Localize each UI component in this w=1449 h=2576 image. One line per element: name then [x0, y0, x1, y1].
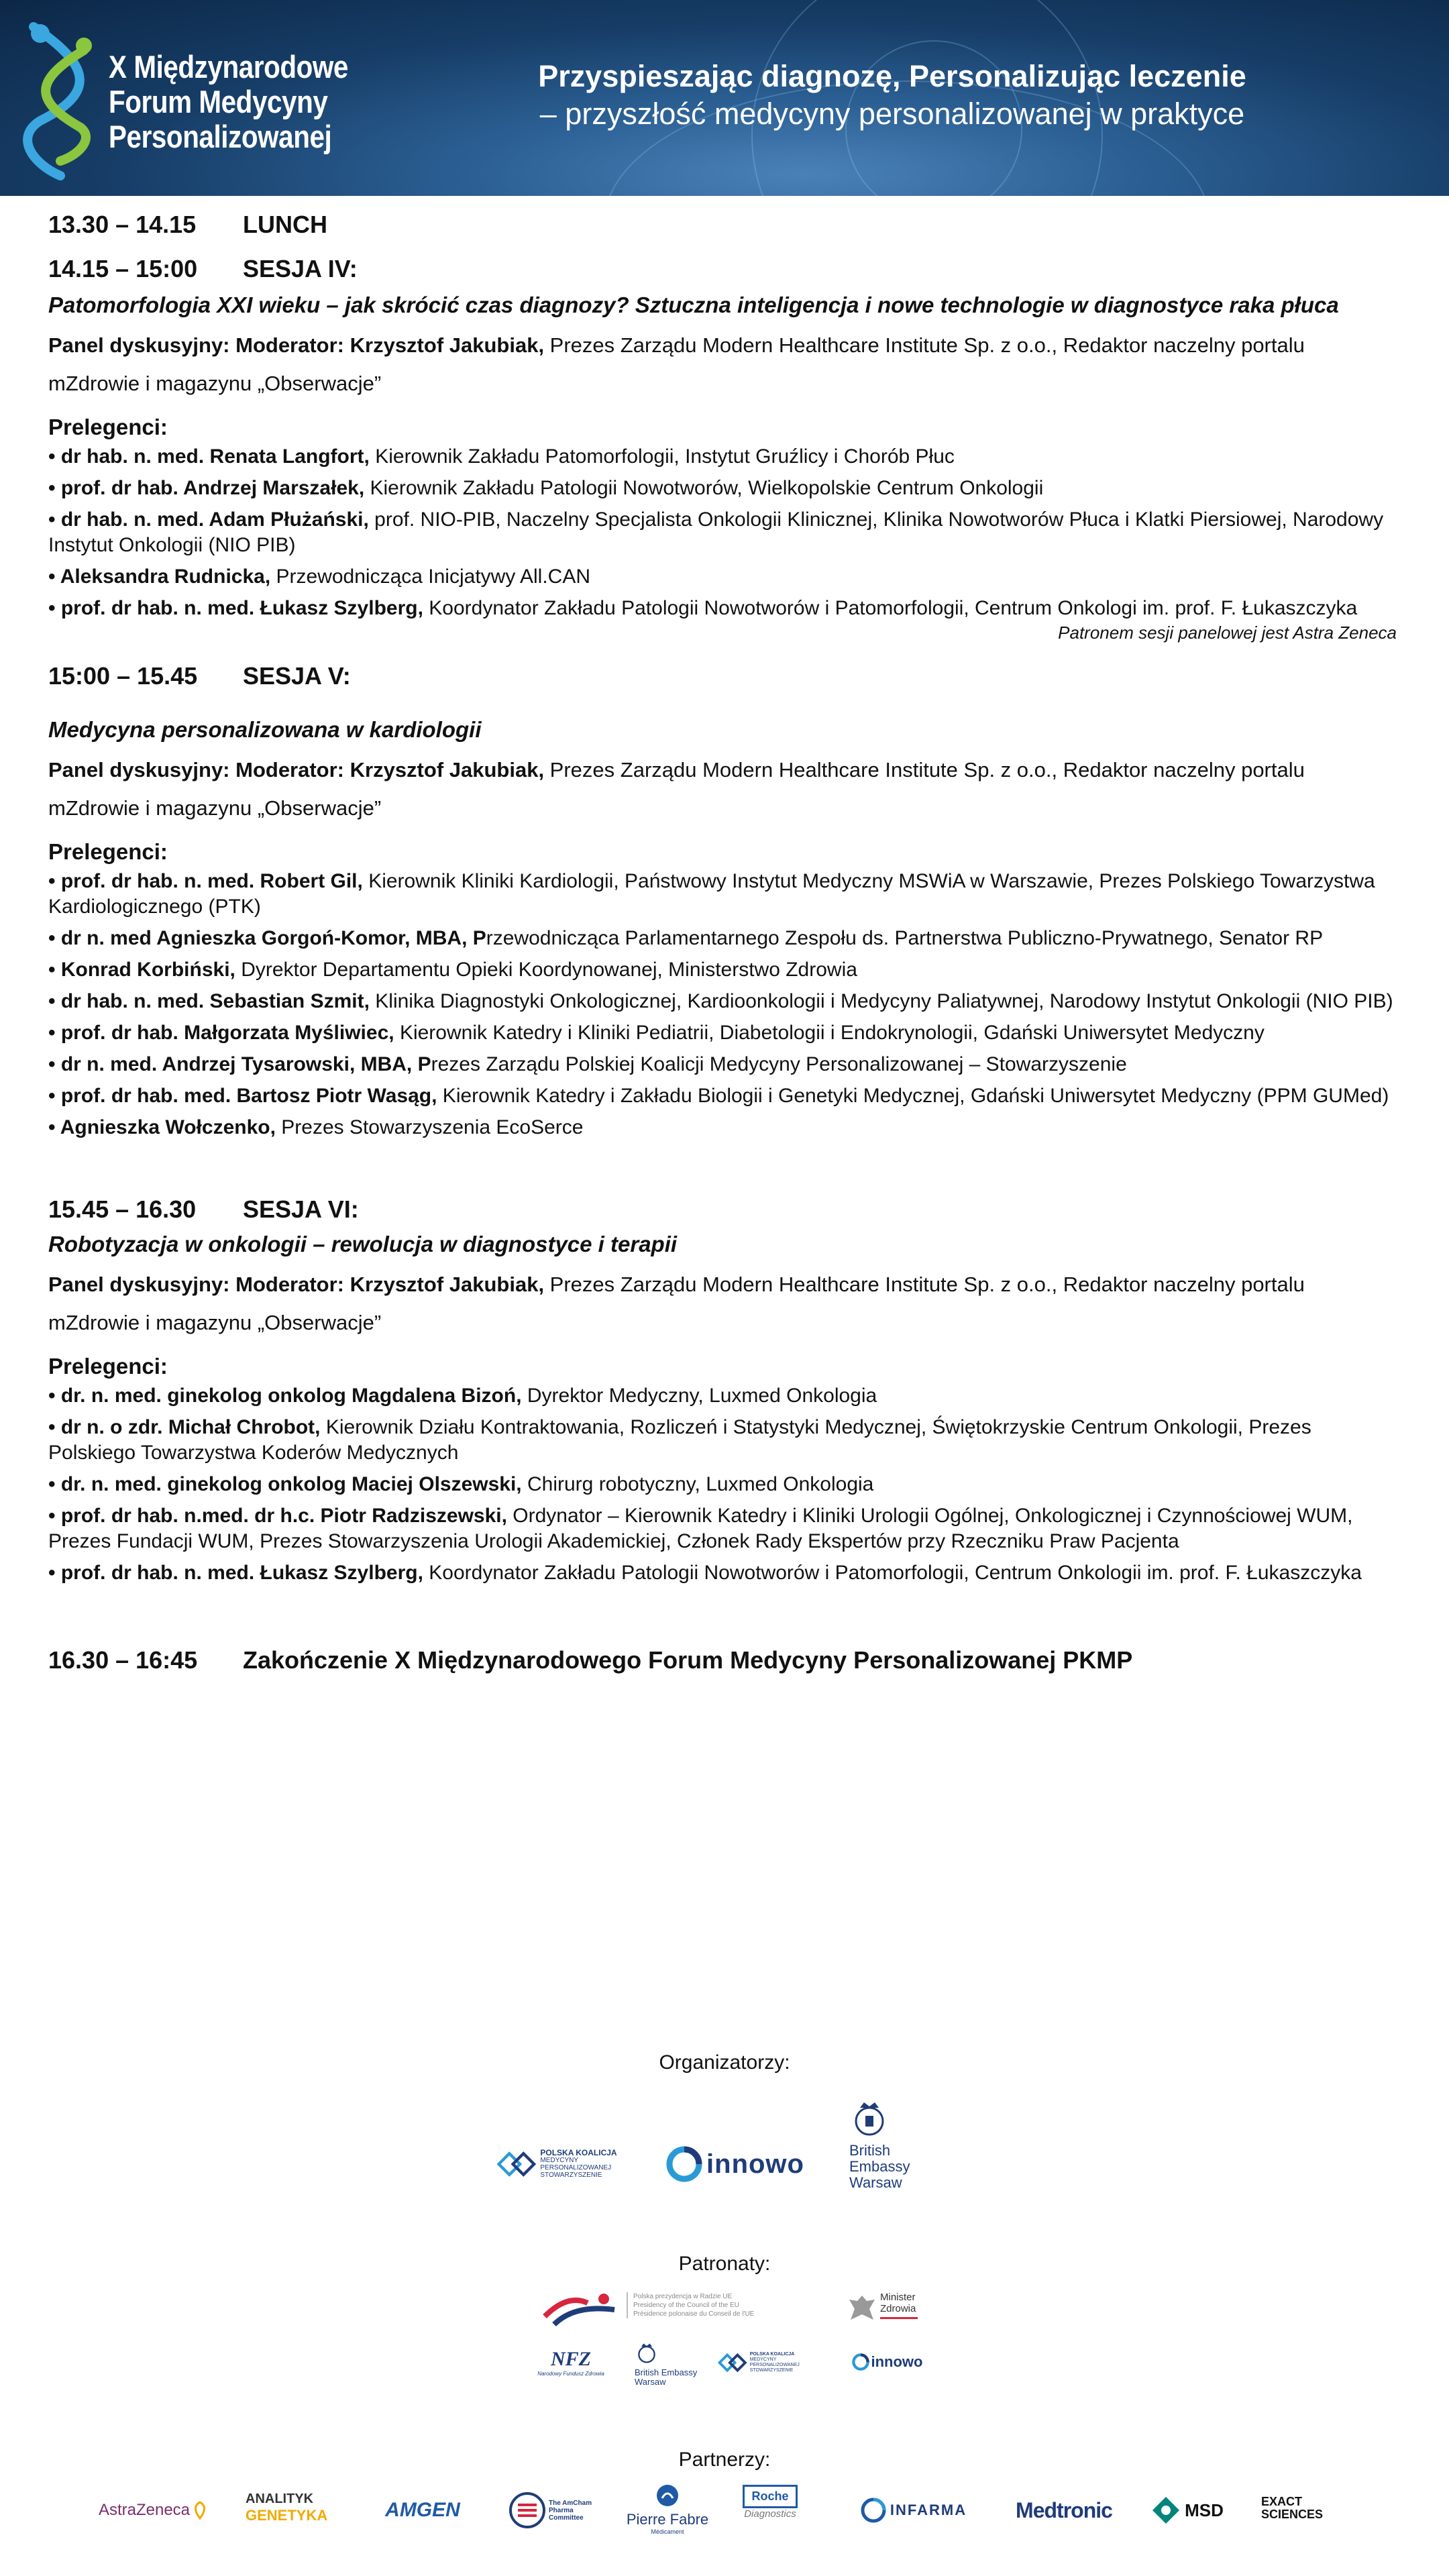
speaker-role: Kierownik Katedry i Zakładu Biologii i Genetyki Medycznej, Gdański Uniwersytet Medyczny (PPM GUMed) [437, 1085, 1389, 1107]
panel-description [48, 751, 1397, 827]
speaker-name: • prof. dr hab. n. med. Łukasz Szylberg, [48, 597, 423, 619]
slogan-line-1: Przyspieszając diagnozę, Personalizując leczenie [538, 59, 1246, 93]
speaker-item [48, 1115, 1397, 1140]
speaker-item [48, 1020, 1397, 1046]
eu-presidency-logo [541, 2290, 822, 2330]
panel-description [48, 326, 1397, 402]
speaker-item [48, 564, 1397, 590]
session-title: Patomorfologia XXI wieku – jak skrócić czas diagnozy? Sztuczna inteligencja i nowe technologie w diagnostyce raka płuca [48, 292, 1339, 317]
speaker-name: • prof. dr hab. med. Bartosz Piotr Wasąg, [48, 1085, 437, 1107]
innowo-logo [664, 2144, 805, 2184]
speaker-item [48, 444, 1397, 470]
speaker-item [48, 1383, 1397, 1409]
speaker-list [48, 444, 1397, 621]
pierre-fabre-logo [617, 2483, 718, 2540]
agenda [48, 201, 1397, 1674]
amgen-logo [376, 2496, 470, 2525]
royal-crest-icon [849, 2098, 890, 2140]
speaker-item [48, 507, 1397, 558]
time-range: 13.30 – 14.15 [48, 211, 197, 238]
logo-text: STOWARZYSZENIE [749, 2368, 794, 2373]
speaker-item [48, 596, 1397, 621]
header-banner [0, 0, 1449, 196]
panel-moderator: Panel dyskusyjny: Moderator: Krzysztof Jakubiak, [48, 758, 545, 782]
logo-text: Narodowy Fundusz Zdrowia [537, 2371, 604, 2377]
logo-text: Présidence polonaise du Conseil de l'UE [633, 2310, 755, 2318]
koalicja-logo [496, 2145, 637, 2183]
session-title: Robotyzacja w onkologii – rewolucja w diagnostyce i terapii [48, 1232, 678, 1256]
diamond-logo-icon [496, 2149, 537, 2180]
speaker-list [48, 1383, 1397, 1586]
time-range: 15:00 – 15.45 [48, 662, 198, 690]
speakers-label: Prelegenci: [48, 415, 168, 439]
speaker-name: • prof. dr hab. n. med. Łukasz Szylberg, [48, 1562, 423, 1584]
speaker-name: • dr hab. n. med. Sebastian Szmit, [48, 990, 370, 1012]
session-5-header [48, 662, 1397, 690]
patrons-label: Patronaty: [678, 2253, 771, 2275]
slot-label: LUNCH [243, 211, 327, 238]
panel-moderator: Panel dyskusyjny: Moderator: Krzysztof Jakubiak, [48, 1273, 545, 1296]
event-name [109, 50, 348, 154]
speaker-role: rzewodnicząca Parlamentarnego Zespołu ds. Partnerstwa Publiczno-Prywatnego, Senator RP [486, 927, 1324, 949]
logo-text: Polska prezydencja w Radzie UE [633, 2293, 733, 2300]
british-embassy-small-logo [633, 2341, 707, 2395]
logo-text: Pierre Fabre [626, 2511, 709, 2528]
logo-text: INFARMA [890, 2502, 967, 2518]
minister-zdrowia-logo [847, 2289, 927, 2336]
session-patron-note: Patronem sesji panelowej jest Astra Zeneca [1058, 623, 1397, 643]
speaker-item [48, 1472, 1397, 1497]
logo-text: The AmCham Pharma Committee [549, 2499, 592, 2522]
event-slogan [470, 58, 1315, 133]
speaker-name: • Aleksandra Rudnicka, [48, 566, 271, 588]
innowo-small-logo [847, 2351, 927, 2373]
logo-text: POLSKA KOALICJA [540, 2148, 617, 2157]
polish-eagle-icon [847, 2292, 877, 2326]
speaker-role: Kierownik Zakładu Patomorfologii, Instytut Gruźlicy i Chorób Płuc [369, 445, 955, 468]
logo-text: STOWARZYSZENIE [540, 2171, 602, 2179]
logo-text: British Embassy [635, 2367, 698, 2377]
speaker-name: • dr. n. med. ginekolog onkolog Magdalena Bizoń, [48, 1385, 522, 1407]
logo-text: Warsaw [635, 2377, 666, 2387]
speaker-role: Kierownik Kliniki Kardiologii, Państwowy Instytut Medyczny MSWiA w Warszawie, Prezes Polskiego Towarzystwa Kardiologicznego (PTK) [48, 870, 1375, 918]
speaker-item [48, 1052, 1397, 1077]
lunch-row [48, 211, 1397, 239]
koalicja-small-logo [718, 2351, 825, 2375]
speaker-role: Ordynator – Kierownik Katedry i Kliniki Urologii Ogólnej, Onkologicznej i Czynnościowej WUM, Prezes Fundacji WUM, Prezes Stowarzyszenia Urologii Akademickiej, Członek Rady Ekspertów przy Rzeczniku Praw Pacjenta [48, 1505, 1353, 1552]
speaker-item [48, 476, 1397, 501]
speaker-role: Koordynator Zakładu Patologii Nowotworów i Patomorfologii, Centrum Onkologi im. prof. F. Łukaszczyka [423, 597, 1358, 619]
organizers-label: Organizatorzy: [659, 2051, 790, 2074]
speaker-item [48, 1503, 1397, 1554]
pierre-fabre-icon [655, 2483, 680, 2508]
logo-text: POLSKA KOALICJA [749, 2352, 795, 2357]
speaker-role: Koordynator Zakładu Patologii Nowotworów i Patomorfologii, Centrum Onkologii im. prof. F. Łukaszczyka [423, 1562, 1362, 1584]
speaker-name: • prof. dr hab. n.med. dr h.c. Piotr Radziszewski, [48, 1505, 507, 1527]
speaker-name: • dr hab. n. med. Adam Płużański, [48, 508, 369, 531]
medtronic-logo [1004, 2497, 1124, 2524]
speaker-item [48, 869, 1397, 920]
panel-moderator-role: Prezes Zarządu Modern Healthcare Institute Sp. z o.o., Redaktor naczelny portalu mZdrowie i magazynu „Obserwacje” [48, 758, 1305, 820]
msd-logo [1140, 2496, 1234, 2525]
speaker-name: • prof. dr hab. n. med. Robert Gil, [48, 870, 363, 892]
innowo-ring-icon [851, 2353, 870, 2371]
logo-text: MEDYCYNY PERSONALIZOWANEJ [540, 2157, 612, 2171]
astrazeneca-logo [94, 2497, 215, 2524]
speaker-name: • dr n. med. Andrzej Tysarowski, MBA, P [48, 1053, 431, 1075]
astrazeneca-swirl-icon [190, 2500, 210, 2520]
speakers-label: Prelegenci: [48, 1354, 168, 1379]
session-4-header [48, 255, 1397, 283]
speaker-item [48, 957, 1397, 983]
speaker-name: • dr. n. med. ginekolog onkolog Maciej Olszewski, [48, 1473, 522, 1495]
speaker-list [48, 869, 1397, 1140]
amcham-seal-icon [508, 2491, 546, 2529]
speaker-item [48, 1560, 1397, 1586]
nfz-logo [534, 2348, 608, 2385]
session-6-header [48, 1195, 1397, 1224]
speaker-item [48, 926, 1397, 951]
amcham-logo [502, 2489, 602, 2532]
slogan-line-2: – przyszłość medycyny personalizowanej w praktyce [539, 97, 1245, 131]
flag-stripe [880, 2317, 918, 2319]
infarma-logo [847, 2497, 981, 2524]
logo-text: Diagnostics [744, 2508, 796, 2520]
logo-text: NFZ [551, 2348, 591, 2370]
session-label: SESJA VI: [243, 1195, 359, 1223]
speaker-role: Chirurg robotyczny, Luxmed Onkologia [521, 1473, 874, 1495]
british-embassy-logo [847, 2098, 954, 2191]
logo-text: Roche [743, 2485, 797, 2508]
dna-logo-icon [20, 20, 101, 181]
speaker-name: • Agnieszka Wołczenko, [48, 1116, 276, 1138]
speaker-role: Dyrektor Medyczny, Luxmed Onkologia [521, 1385, 877, 1407]
speaker-name: • prof. dr hab. Małgorzata Myśliwiec, [48, 1022, 394, 1044]
speaker-role: prof. NIO-PIB, Naczelny Specjalista Onkologii Klinicznej, Klinika Nowotworów Płuca i Klatki Piersiowej, Narodowy Instytut Onkologii (NIO PIB) [48, 508, 1384, 556]
logo-text: Warsaw [849, 2174, 902, 2191]
msd-icon [1151, 2496, 1181, 2525]
time-range: 16.30 – 16:45 [48, 1646, 198, 1674]
logo-text: Médicament [651, 2528, 684, 2535]
panel-moderator-role: Prezes Zarządu Modern Healthcare Institute Sp. z o.o., Redaktor naczelny portalu mZdrowie i magazynu „Obserwacje” [48, 1273, 1305, 1334]
logo-text: AMGEN [385, 2499, 460, 2521]
speaker-name: • dr n. o zdr. Michał Chrobot, [48, 1416, 321, 1438]
speaker-name: • dr hab. n. med. Renata Langfort, [48, 445, 370, 468]
partners-label: Partnerzy: [678, 2449, 771, 2471]
logo-text: Zdrowia [880, 2303, 916, 2314]
session-label: SESJA V: [243, 662, 351, 690]
time-range: 15.45 – 16.30 [48, 1195, 197, 1223]
partners-row [0, 2482, 1449, 2542]
session-label: SESJA IV: [243, 255, 358, 282]
speaker-role: Przewodnicząca Inicjatywy All.CAN [270, 566, 591, 588]
logo-text: innowo [706, 2149, 804, 2179]
speaker-role: Kierownik Działu Kontraktowania, Rozliczeń i Statystyki Medycznej, Świętokrzyskie Centrum Onkologii, Prezes Polskiego Towarzystwa Koderów Medycznych [48, 1416, 1311, 1464]
speaker-role: Dyrektor Departamentu Opieki Koordynowanej, Ministerstwo Zdrowia [235, 959, 857, 981]
logo-text: AstraZeneca [98, 2501, 191, 2519]
logo-text: Minister [880, 2292, 916, 2303]
logo-text: ANALITYK [246, 2491, 314, 2506]
speaker-name: • dr n. med Agnieszka Gorgoń-Komor, MBA, P [48, 927, 486, 949]
closing-row [48, 1646, 1397, 1674]
speaker-item [48, 1415, 1397, 1466]
logo-text: Medtronic [1016, 2498, 1112, 2522]
speakers-label: Prelegenci: [48, 839, 168, 864]
speaker-item [48, 1083, 1397, 1109]
speaker-name: • prof. dr hab. Andrzej Marszałek, [48, 477, 365, 499]
speaker-name: • Konrad Korbiński, [48, 959, 235, 981]
event-name-line: Forum Medycyny [109, 84, 328, 119]
speaker-role: Kierownik Katedry i Kliniki Pediatrii, Diabetologii i Endokrynologii, Gdański Uniwersytet Medyczny [394, 1022, 1265, 1044]
time-range: 14.15 – 15:00 [48, 255, 198, 282]
speaker-role: Klinika Diagnostyki Onkologicznej, Kardioonkologii i Medycyny Paliatywnej, Narodowy Instytut Onkologii (NIO PIB) [369, 990, 1393, 1012]
speaker-role: Prezes Stowarzyszenia EcoSerce [275, 1116, 584, 1138]
logo-text: MSD [1185, 2500, 1224, 2520]
panel-moderator: Panel dyskusyjny: Moderator: Krzysztof Jakubiak, [48, 333, 545, 357]
event-name-line: Personalizowanej [109, 119, 332, 154]
session-title: Medycyna personalizowana w kardiologii [48, 717, 482, 742]
panel-description [48, 1265, 1397, 1342]
logo-text: SCIENCES [1261, 2508, 1324, 2521]
roche-logo [737, 2485, 804, 2538]
logo-text: GENETYKA [246, 2507, 328, 2524]
speaker-role: rezes Zarządu Polskiej Koalicji Medycyny Personalizowanej – Stowarzyszenie [431, 1053, 1127, 1075]
panel-moderator-role: Prezes Zarządu Modern Healthcare Institute Sp. z o.o., Redaktor naczelny portalu mZdrowie i magazynu „Obserwacje” [48, 333, 1305, 395]
analityk-genetyka-logo [246, 2491, 346, 2529]
logo-text: MEDYCYNY PERSONALIZOWANEJ [749, 2357, 800, 2367]
logo-text: innowo [871, 2353, 923, 2370]
logo-text: EXACT [1261, 2495, 1303, 2508]
event-name-line: X Międzynarodowe [109, 49, 348, 85]
eu-presidency-icon [541, 2290, 620, 2327]
speaker-role: Kierownik Zakładu Patologii Nowotworów, Wielkopolskie Centrum Onkologii [364, 477, 1044, 499]
logo-text: British Embassy [849, 2142, 910, 2175]
royal-crest-icon [635, 2341, 659, 2365]
logo-text: Presidency of the Council of the EU [633, 2302, 739, 2309]
diamond-logo-icon [718, 2353, 748, 2373]
speaker-item [48, 989, 1397, 1014]
innowo-ring-icon [665, 2145, 704, 2184]
infarma-icon [861, 2498, 886, 2523]
exact-sciences-logo [1261, 2496, 1348, 2529]
closing-label: Zakończenie X Międzynarodowego Forum Medycyny Personalizowanej PKMP [243, 1646, 1133, 1674]
